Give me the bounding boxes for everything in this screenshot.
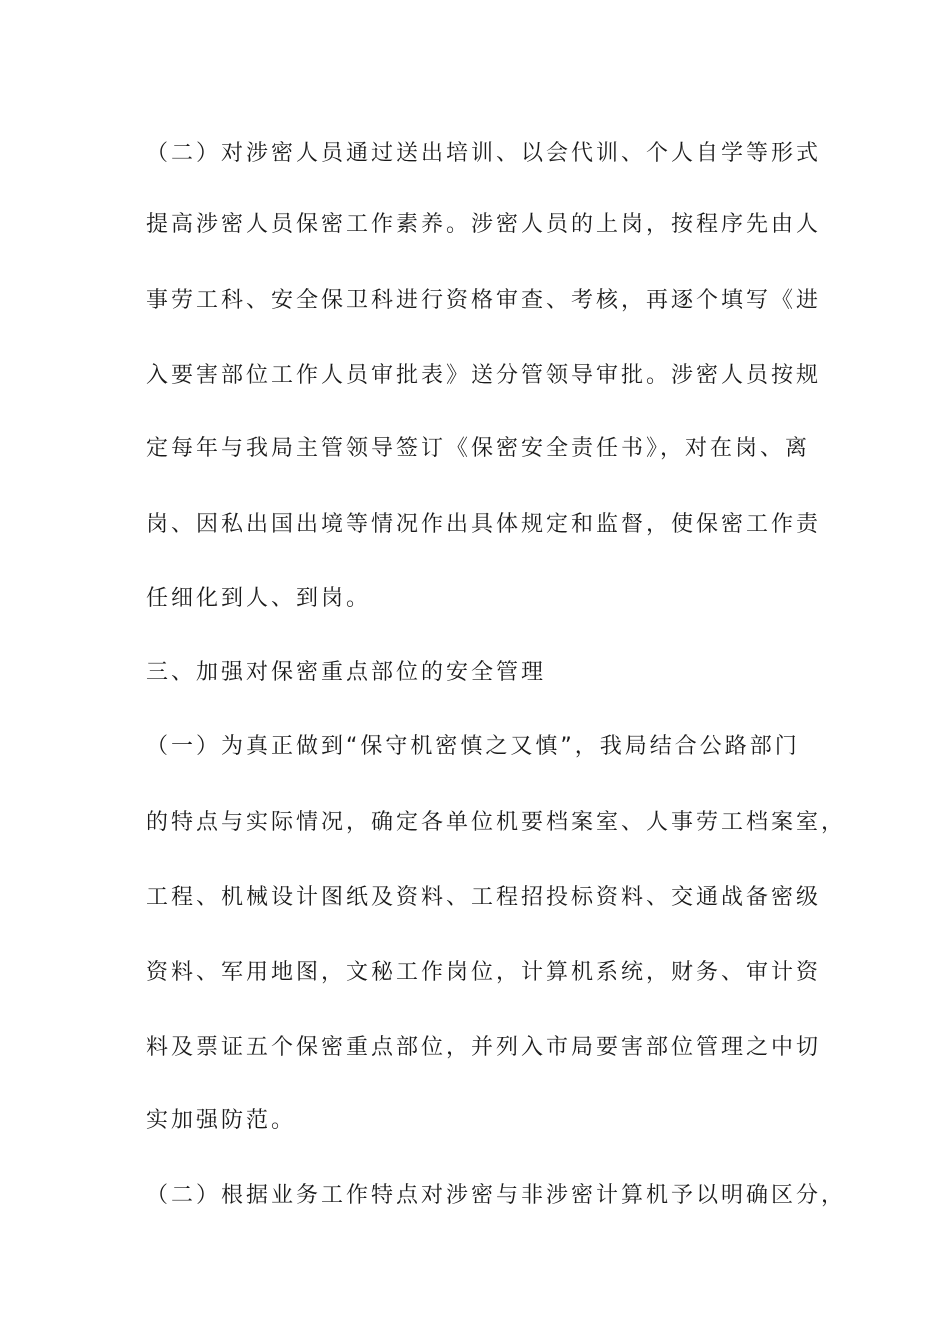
paragraph-line: 实加强防范。 [146, 1108, 297, 1133]
paragraph-line: 事劳工科、安全保卫科进行资格审查、考核，再逐个填写《进 [146, 288, 822, 313]
paragraph-line: （一）为真正做到“保守机密慎之又慎”，我局结合公路部门 [146, 734, 800, 759]
paragraph-line: 提高涉密人员保密工作素养。涉密人员的上岗，按程序先由人 [146, 212, 822, 237]
paragraph-line: 岗、因私出国出境等情况作出具体规定和监督，使保密工作责 [146, 512, 822, 537]
paragraph-line: 任细化到人、到岗。 [146, 586, 372, 611]
paragraph-line: 的特点与实际情况，确定各单位机要档案室、人事劳工档案室， [146, 810, 847, 835]
paragraph-line: （二）根据业务工作特点对涉密与非涉密计算机予以明确区分， [146, 1183, 847, 1208]
section-heading: 三、加强对保密重点部位的安全管理 [146, 660, 547, 685]
paragraph-line: 资料、军用地图，文秘工作岗位，计算机系统，财务、审计资 [146, 960, 822, 985]
paragraph-line: 入要害部位工作人员审批表》送分管领导审批。涉密人员按规 [146, 363, 822, 388]
paragraph-line: 料及票证五个保密重点部位，并列入市局要害部位管理之中切 [146, 1035, 822, 1060]
paragraph-line: （二）对涉密人员通过送出培训、以会代训、个人自学等形式 [146, 141, 822, 166]
paragraph-line: 工程、机械设计图纸及资料、工程招投标资料、交通战备密级 [146, 885, 822, 910]
paragraph-line: 定每年与我局主管领导签订《保密安全责任书》，对在岗、离 [146, 436, 811, 461]
